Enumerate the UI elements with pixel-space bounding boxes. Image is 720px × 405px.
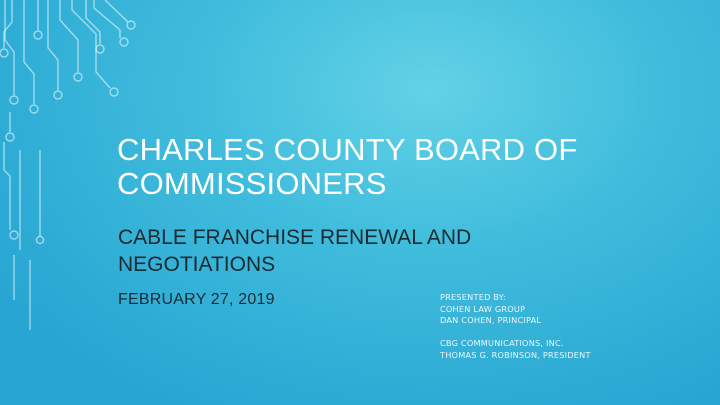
presenter-line: DAN COHEN, PRINCIPAL bbox=[440, 315, 542, 326]
presenter-line: CBG COMMUNICATIONS, INC. bbox=[440, 338, 564, 349]
presenter-line bbox=[440, 327, 700, 339]
slide-title: CHARLES COUNTY BOARD OF COMMISSIONERS bbox=[117, 132, 578, 201]
presentation-date: FEBRUARY 27, 2019 bbox=[118, 291, 275, 308]
presenter-line: COHEN LAW GROUP bbox=[440, 303, 526, 314]
presenter-line: PRESENTED BY: bbox=[440, 292, 506, 302]
presenter-line: THOMAS G. ROBINSON, PRESIDENT bbox=[440, 349, 591, 360]
slide-subtitle: CABLE FRANCHISE RENEWAL AND NEGOTIATIONS bbox=[118, 226, 472, 276]
presenter-credits bbox=[440, 292, 700, 362]
